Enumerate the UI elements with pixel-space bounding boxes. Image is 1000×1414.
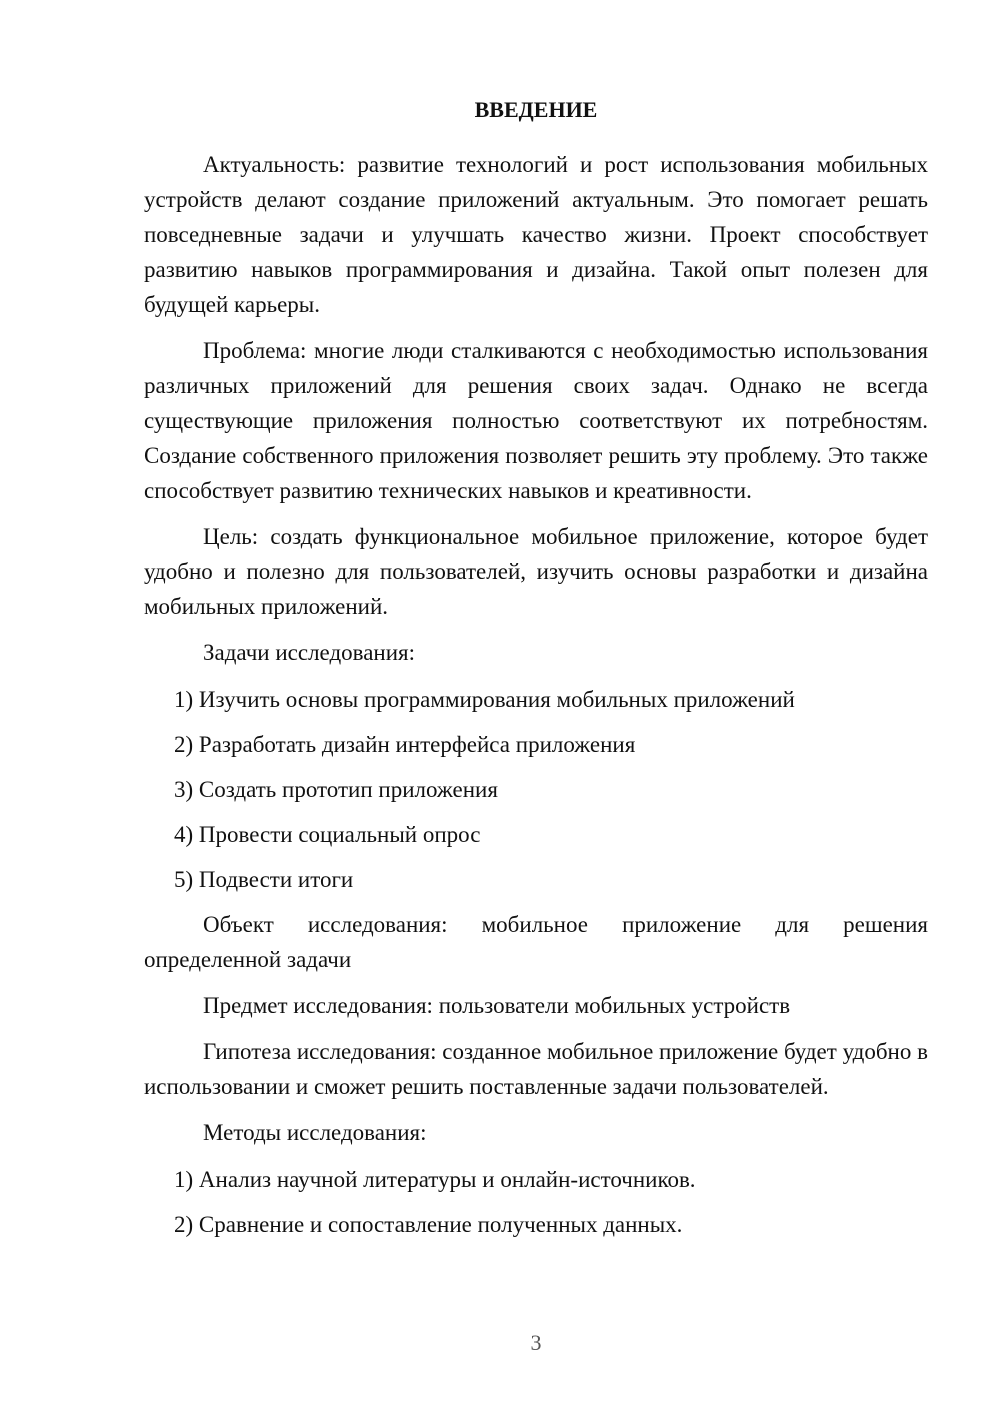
method-item-1: 1) Анализ научной литературы и онлайн-источников. — [174, 1167, 696, 1192]
tasks-heading: Задачи исследования: — [203, 640, 416, 665]
subject-paragraph: Предмет исследования: пользователи мобильных устройств — [203, 993, 791, 1018]
document-page — [144, 92, 928, 1252]
goal-paragraph: Цель: создать функциональное мобильное приложение, которое будет удобно и полезно для пользователей, изучить основы разработки и дизайна мобильных приложений. — [144, 524, 928, 619]
problem-paragraph: Проблема: многие люди сталкиваются с необходимостью использования различных приложений для решения своих задач. Однако не всегда существующие приложения полностью соответствуют их потребностям. Создание собственного приложения позволяет решить эту проблему. Это также способствует развитию технических навыков и креативности. — [144, 338, 928, 503]
task-item-2: 2) Разработать дизайн интерфейса приложения — [174, 732, 636, 757]
page-number: 3 — [530, 1330, 542, 1355]
page-title: ВВЕДЕНИЕ — [474, 97, 598, 122]
relevance-paragraph: Актуальность: развитие технологий и рост использования мобильных устройств делают создание приложений актуальным. Это помогает решать повседневные задачи и улучшать качество жизни. Проект способствует развитию навыков программирования и дизайна. Такой опыт полезен для будущей карьеры. — [144, 152, 928, 317]
task-item-4: 4) Провести социальный опрос — [174, 822, 481, 847]
task-item-3: 3) Создать прототип приложения — [174, 777, 498, 802]
method-item-2: 2) Сравнение и сопоставление полученных данных. — [174, 1212, 683, 1237]
methods-heading: Методы исследования: — [203, 1120, 427, 1145]
object-paragraph: Объект исследования: мобильное приложение для решения определенной задачи — [144, 912, 928, 972]
task-item-1: 1) Изучить основы программирования мобильных приложений — [174, 687, 795, 712]
task-item-5: 5) Подвести итоги — [174, 867, 354, 892]
hypothesis-paragraph: Гипотеза исследования: созданное мобильное приложение будет удобно в использовании и сможет решить поставленные задачи пользователей. — [144, 1039, 928, 1099]
